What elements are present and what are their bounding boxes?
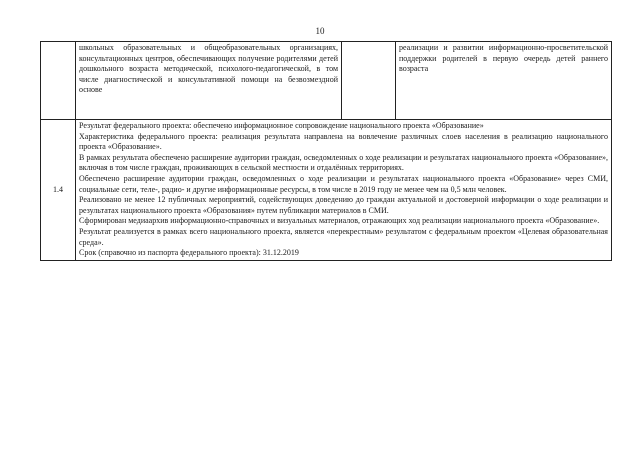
archive-paragraph: Сформирован медиаархив информационно-справочных и визуальных материалов, отражающих ход реализации национального проекта «Образование». bbox=[79, 216, 600, 226]
table-row bbox=[41, 120, 612, 261]
document-table bbox=[40, 41, 612, 261]
row-number-cell bbox=[41, 42, 76, 120]
characteristic-paragraph: Характеристика федерального проекта: реализация результата направлена на вовлечение различных слоев населения в реализацию национального проекта «Образование». bbox=[79, 131, 608, 152]
table-cell-empty bbox=[342, 42, 396, 120]
media-paragraph: Обеспечено расширение аудитории граждан, осведомленных о ходе реализации и результатах национального проекта «Образование» через СМИ, социальные сети, теле-, радио- и другие информационные ресурсы, в том числе в 2019 году не менее чем на 0,5 млн человек. bbox=[79, 173, 608, 194]
merged-content-cell bbox=[76, 120, 612, 261]
deadline-paragraph: Срок (справочно из паспорта федерального проекта): 31.12.2019 bbox=[79, 248, 299, 258]
table-cell-text: школьных образовательных и общеобразовательных организациях, консультационных центров, обеспечивающих получение родителями детей дошкольного возраста методической, психолого-педагогической, в том числе диагностической и консультативной помощи на безвозмездной основе bbox=[76, 42, 342, 120]
table-cell-text: реализации и развитии информационно-просветительской поддержки родителей в первую очередь детей раннего возраста bbox=[396, 42, 612, 120]
page-number: 10 bbox=[315, 26, 325, 36]
row-number-cell: 1.4 bbox=[41, 120, 76, 261]
result-title-paragraph: Результат федерального проекта: обеспечено информационное сопровождение национального проекта «Образование» bbox=[79, 121, 484, 130]
cross-result-paragraph: Результат реализуется в рамках всего национального проекта, является «перекрестным» результатом с федеральным проектом «Целевая образовательная среда». bbox=[79, 226, 608, 247]
table-row bbox=[41, 42, 612, 120]
events-paragraph: Реализовано не менее 12 публичных мероприятий, содействующих доведению до граждан актуальной и достоверной информации о ходе реализации и результатах национального проекта «Образования» путем публикации материалов в СМИ. bbox=[79, 195, 608, 215]
audience-paragraph: В рамках результата обеспечено расширение аудитории граждан, осведомленных о ходе реализации и результатах национального проекта «Образование», включая в том числе граждан, проживающих в сельской местности и отдалённых территориях. bbox=[79, 152, 608, 173]
